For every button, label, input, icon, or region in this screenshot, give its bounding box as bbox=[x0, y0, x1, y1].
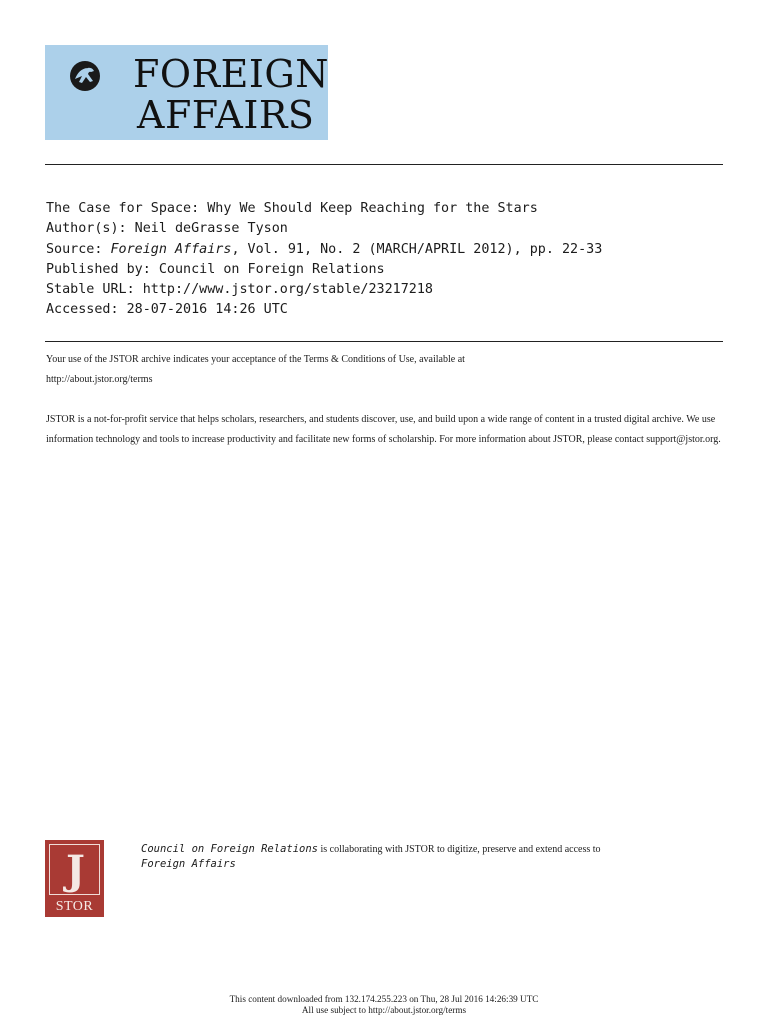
article-author: Author(s): Neil deGrasse Tyson bbox=[46, 221, 288, 237]
collaboration-notice bbox=[141, 842, 741, 872]
logo-text-foreign: FOREIGN bbox=[133, 52, 329, 96]
foreign-affairs-logo bbox=[45, 45, 328, 140]
collab-text: is collaborating with JSTOR to digitize, preserve and extend access to bbox=[318, 844, 601, 855]
jstor-logo-frame bbox=[49, 844, 100, 895]
collab-org: Council on Foreign Relations bbox=[141, 843, 319, 855]
source-prefix: Source: bbox=[46, 241, 111, 257]
footer-download-info: This content downloaded from 132.174.255.223 on Thu, 28 Jul 2016 14:26:39 UTC bbox=[229, 994, 539, 1004]
logo-text-affairs: AFFAIRS bbox=[137, 93, 315, 137]
source-journal: Foreign Affairs bbox=[110, 241, 232, 257]
download-footer bbox=[0, 994, 768, 1016]
jstor-logo-letter: J bbox=[66, 847, 85, 894]
article-title: The Case for Space: Why We Should Keep Reaching for the Stars bbox=[46, 201, 538, 216]
terms-link[interactable]: http://about.jstor.org/terms bbox=[46, 374, 153, 385]
collab-journal: Foreign Affairs bbox=[141, 858, 236, 870]
terms-line: Your use of the JSTOR archive indicates your acceptance of the Terms & Conditions of Use, available at bbox=[46, 354, 465, 365]
stable-url[interactable]: Stable URL: http://www.jstor.org/stable/23217218 bbox=[46, 282, 433, 298]
jstor-logo-word: STOR bbox=[55, 899, 94, 914]
jstor-logo bbox=[45, 840, 104, 917]
accessed-date: Accessed: 28-07-2016 14:26 UTC bbox=[46, 302, 288, 318]
top-divider bbox=[45, 164, 723, 165]
source-details: , Vol. 91, No. 2 (MARCH/APRIL 2012), pp. 22-33 bbox=[231, 241, 603, 257]
article-publisher: Published by: Council on Foreign Relations bbox=[46, 261, 385, 277]
horse-rider-emblem-icon bbox=[67, 59, 103, 93]
jstor-description: JSTOR is a not-for-profit service that helps scholars, researchers, and students discover, use, and build upon a wide range of content in a trusted digital archive. We use information technology and tools to increase productivity and facilitate new forms of scholarship. For more information about JSTOR, please contact support@jstor.org. bbox=[46, 414, 721, 445]
terms-notice bbox=[46, 350, 724, 450]
citation-block bbox=[46, 199, 602, 321]
middle-divider bbox=[45, 341, 723, 342]
footer-terms: All use subject to http://about.jstor.org/terms bbox=[301, 1005, 467, 1015]
article-source bbox=[46, 240, 602, 260]
